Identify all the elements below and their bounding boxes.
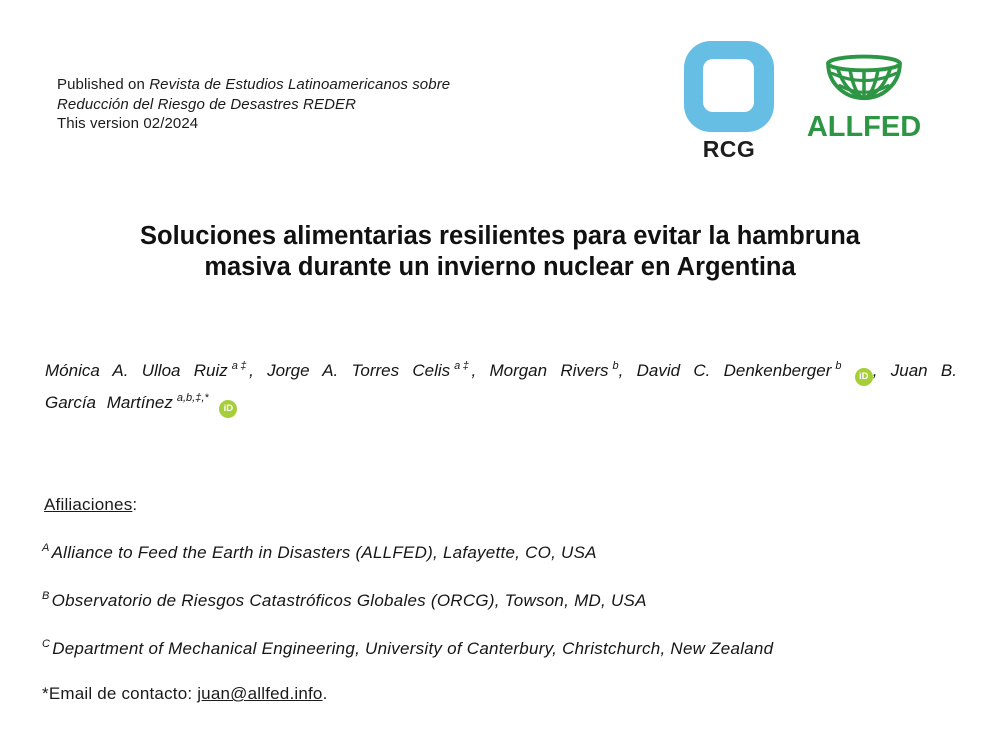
contact-email-link[interactable]: juan@allfed.info [197, 684, 323, 703]
author [45, 361, 267, 380]
rcg-square-inner [703, 59, 754, 112]
affiliation-item-b [42, 591, 962, 611]
orcid-icon[interactable]: iD [855, 368, 873, 386]
allfed-globe-bowl-icon [825, 54, 903, 108]
author-superscript: a‡ [231, 360, 250, 373]
affiliation-superscript: A [42, 542, 50, 555]
author-superscript: b [612, 360, 619, 373]
allfed-logo-label: ALLFED [806, 111, 922, 143]
affiliation-text: Alliance to Feed the Earth in Disasters (ALLFED), Lafayette, CO, USA [51, 543, 597, 562]
author-name: Mónica A. Ulloa Ruiz [45, 361, 228, 380]
affiliations-heading-text: Afiliaciones [44, 495, 133, 514]
author-superscript: a,b,‡,* [176, 391, 209, 404]
allfed-logo [798, 54, 930, 144]
paper-title-line2: masiva durante un invierno nuclear en Argentina [204, 253, 796, 281]
author-separator: , [471, 361, 490, 380]
published-prefix: Published on [57, 76, 150, 93]
rcg-logo [684, 41, 774, 163]
author [637, 361, 891, 380]
affiliation-superscript: C [42, 638, 51, 651]
author [267, 361, 489, 380]
affiliations-heading-colon: : [132, 495, 138, 514]
rcg-logo-label: RCG [702, 136, 756, 162]
version-line: This version 02/2024 [57, 115, 199, 132]
contact-prefix: *Email de contacto: [42, 684, 198, 703]
affiliations-heading [44, 495, 137, 515]
paper-title [0, 221, 1000, 283]
orcid-icon[interactable]: iD [219, 400, 237, 418]
author-separator: , [618, 361, 637, 380]
author [489, 361, 636, 380]
published-line [57, 75, 450, 95]
author-name: Morgan Rivers [489, 361, 609, 380]
author-separator: , [249, 361, 268, 380]
author-name: David C. Denkenberger [636, 361, 832, 380]
journal-name-line1: Revista de Estudios Latinoamericanos sobre [149, 76, 451, 93]
author-name: Juan B. García Martínez [45, 361, 957, 412]
authors-line [45, 355, 957, 418]
author-superscript: b [835, 360, 842, 373]
paper-title-line1: Soluciones alimentarias resilientes para evitar la hambruna [140, 222, 860, 250]
author-superscript: a‡ [454, 360, 472, 373]
publication-note [57, 75, 450, 134]
affiliation-item-a [42, 543, 962, 563]
contact-suffix: . [322, 684, 328, 703]
rcg-square-icon [684, 41, 774, 132]
affiliation-text: Department of Mechanical Engineering, University of Canterbury, Christchurch, New Zealand [52, 639, 774, 658]
author-name: Jorge A. Torres Celis [267, 361, 451, 380]
affiliation-item-c [42, 639, 962, 659]
contact-line [42, 684, 328, 704]
affiliation-text: Observatorio de Riesgos Catastróficos Globales (ORCG), Towson, MD, USA [51, 591, 647, 610]
affiliation-superscript: B [42, 590, 50, 603]
journal-name-line2: Reducción del Riesgo de Desastres REDER [57, 95, 357, 113]
author-separator: , [872, 361, 891, 380]
